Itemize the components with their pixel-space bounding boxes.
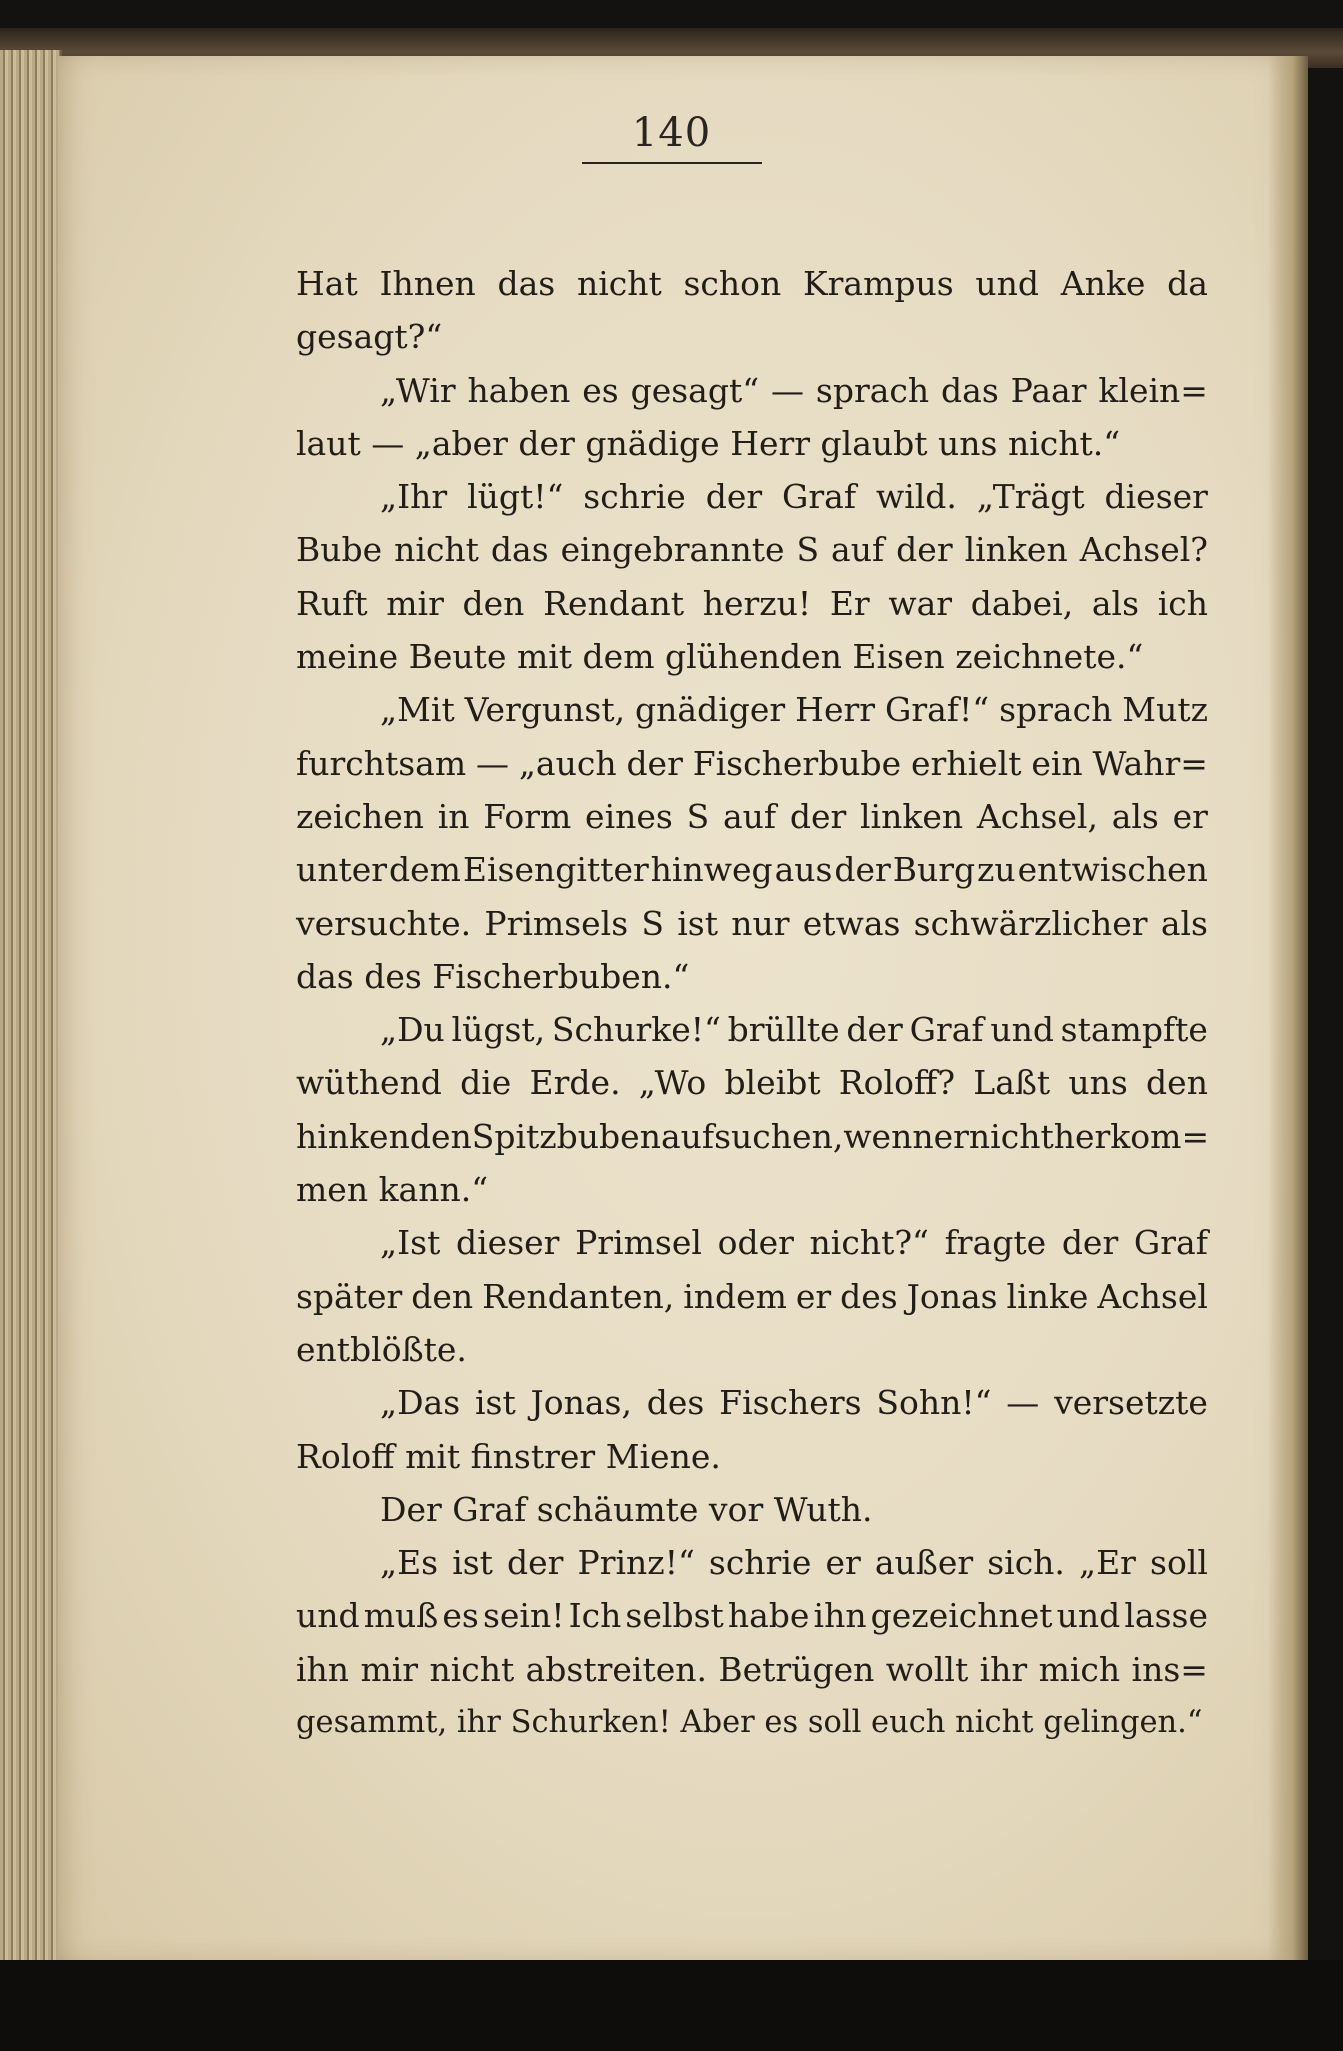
text-line: meine Beute mit dem glühenden Eisen zeichnete.“ [296,637,1144,677]
page-stack-edge [0,50,62,1970]
text-line: gesammt, ihr Schurken! Aber es soll euch nicht gelingen.“ [296,1705,1203,1741]
text-line: furchtsam — „auch der Fischerbube erhielt ein Wahr= [296,743,1208,783]
text-line: „Das ist Jonas, des Fischers Sohn!“ — versetzte [380,1383,1208,1423]
text-line: entblößte. [296,1329,467,1369]
text-line: ihn mir nicht abstreiten. Betrügen wollt ihr mich ins= [296,1649,1208,1689]
text-line: men kann.“ [296,1170,489,1210]
text-line: Hat Ihnen das nicht schon Krampus und Anke da [296,264,1208,303]
text-line: „Du lügst, Schurke!“ brüllte der Graf und stampfte [380,1010,1208,1050]
text-line: „Mit Vergunst, gnädiger Herr Graf!“ sprach Mutz [380,690,1208,730]
text-line: Ruft mir den Rendant herzu! Er war dabei, als ich [296,583,1208,623]
page-number-text: 140 [631,110,712,156]
text-line: zeichen in Form eines S auf der linken Achsel, als er [296,796,1208,836]
text-line: Bube nicht das eingebrannte S auf der linken Achsel? [296,530,1208,570]
body-text [296,257,1208,1749]
page-gutter-shadow [1268,56,1308,1961]
page-number-rule [582,162,762,164]
text-line: laut — „aber der gnädige Herr glaubt uns nicht.“ [296,423,1121,463]
text-line: Roloff mit finstrer Miene. [296,1436,721,1476]
text-line: das des Fischerbuben.“ [296,956,690,996]
text-line: „Wir haben es gesagt“ — sprach das Paar klein= [380,370,1208,410]
book-bottom-edge [0,1960,1343,2051]
text-line: „Ihr lügt!“ schrie der Graf wild. „Trägt dieser [380,477,1208,517]
text-line: gesagt?“ [296,317,443,357]
text-line: wüthend die Erde. „Wo bleibt Roloff? Laßt uns den [296,1063,1208,1103]
text-line: hinkenden Spitzbuben aufsuchen, wenn er nicht herkom= [296,1116,1210,1156]
text-line: versuchte. Primsels S ist nur etwas schwärzlicher als [296,903,1208,943]
text-line: unter dem Eisengitter hinweg aus der Burg zu entwischen [296,850,1208,890]
text-line: später den Rendanten, indem er des Jonas linke Achsel [296,1276,1208,1316]
text-line: „Es ist der Prinz!“ schrie er außer sich. „Er soll [380,1543,1208,1583]
page-number [0,110,1343,164]
text-line: Der Graf schäumte vor Wuth. [380,1489,873,1529]
text-line: „Ist dieser Primsel oder nicht?“ fragte der Graf [380,1223,1208,1263]
text-line: und muß es sein! Ich selbst habe ihn gezeichnet und lasse [296,1596,1208,1636]
